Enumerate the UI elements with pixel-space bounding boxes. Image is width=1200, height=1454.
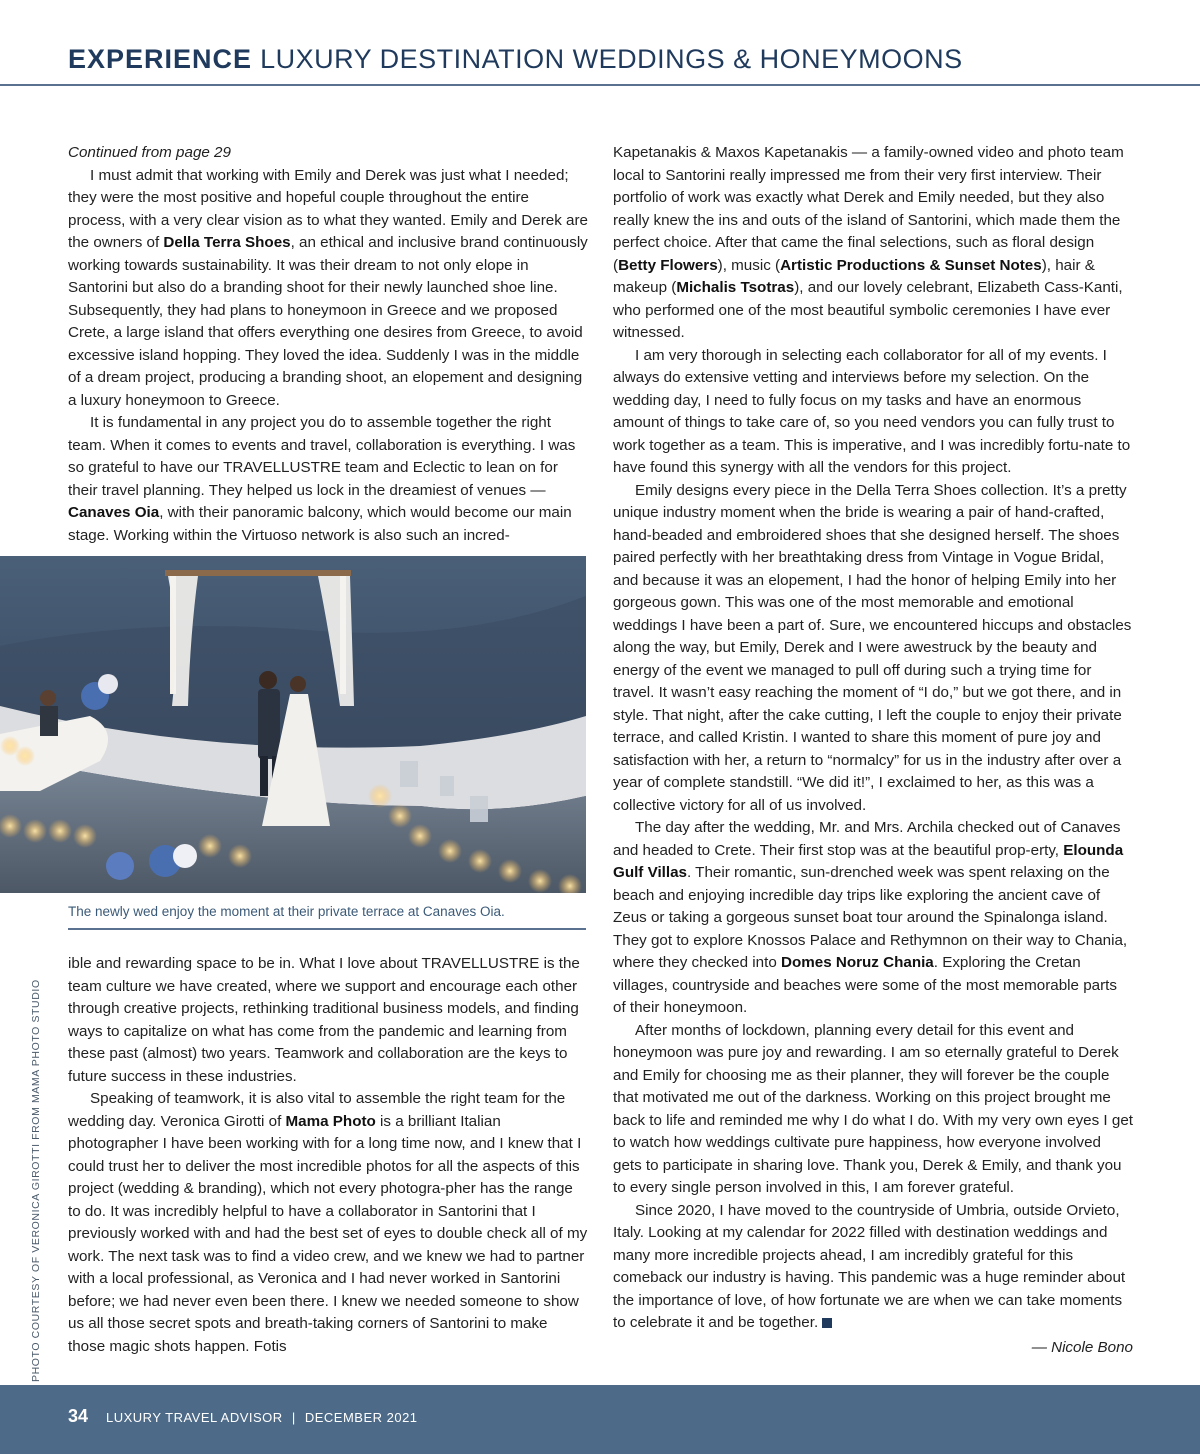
paragraph: After months of lockdown, planning every detail for this event and honeymoon was pure joy and rewarding. I am so eternally grateful to Derek and Emily for choosing me as their planner, they will forever be the couple that motivated me out of the darkness. Working on this project brought me back to life and reminded me why I do what I do. With my very own eyes I get to watch how weddings cultivate pure happiness, how everyone involved gets to participate in sharing love. Thank you, Derek & Emily, and thank you to every single person involved in this, I am forever grateful.	[613, 1021, 1133, 1196]
text-run: Kapetanakis & Maxos Kapetanakis — a family-owned video and photo team local to Santorini really impressed me from their very first interview. Their portfolio of work was exactly what Derek and Emily needed, but they also really knew the ins and outs of the island of Santorini, which made them the perfect choice. After that came the final selections, such as floral design (	[613, 144, 1124, 274]
continued-note: Continued from page 29	[68, 144, 231, 161]
bold-name: Mama Photo	[285, 1112, 376, 1130]
bold-name: Artistic Productions & Sunset Notes	[780, 256, 1042, 274]
photo-caption: The newly wed enjoy the moment at their private terrace at Canaves Oia.	[68, 904, 505, 919]
text-run: It is fundamental in any project you do to assemble together the right team. When it comes to events and travel, collaboration is everything. I was so grateful to have our TRAVELLUSTRE team and Eclectic to lean on for their travel planning. They helped us lock in the dreamiest of venues —	[68, 414, 576, 499]
paragraph: Emily designs every piece in the Della Terra Shoes collection. It’s a pretty unique industry moment when the bride is wearing a pair of hand-crafted, hand-beaded and embroidered shoes that she designed herself. The shoes paired perfectly with her breathtaking dress from Vintage in Vogue Bridal, and because it was an elopement, I had the honor of helping Emily into her gorgeous gown. This was one of the most memorable and emotional weddings I have been a part of. Sure, we encountered hiccups and obstacles along the way, but Emily, Derek and I were awestruck by the beauty and energy of the event we managed to pull off during such a trying time for travel. It wasn’t easy reaching the moment of “I do,” but we got there, and in style. That night, after the cake cutting, I left the couple to enjoy their private terrace, and called Kristin. I wanted to share this moment of pure joy and satisfaction with her, a return to “normalcy” for us in the industry after over a year of complete standstill. “We did it!”, I exclaimed to her, as this was a collective victory for all of us involved.	[613, 481, 1132, 814]
paragraph: ible and rewarding space to be in. What I love about TRAVELLUSTRE is the team culture we have created, where we support and encourage each other through creative projects, rethinking traditional business models, and finding ways to capitalize on what has come from the pandemic and learning from these past (almost) two years. Teamwork and collaboration are the keys to future success in these industries.	[68, 955, 580, 1085]
paragraph	[613, 817, 1133, 1020]
paragraph	[68, 1088, 588, 1358]
text-run: Since 2020, I have moved to the countryside of Umbria, outside Orvieto, Italy. Looking at my calendar for 2022 filled with destination weddings and many more incredible projects ahead, I am incredibly grateful for this comeback our industry is having. This pandemic was a huge reminder about the importance of love, of how fortunate we are when we can take moments to celebrate it and be together.	[613, 1201, 1126, 1331]
publication-name: LUXURY TRAVEL ADVISOR	[106, 1410, 283, 1425]
author-signature: — Nicole Bono	[1031, 1338, 1133, 1356]
section-title-bold: EXPERIENCE	[68, 44, 253, 74]
footer-separator: |	[291, 1410, 296, 1425]
paragraph	[68, 165, 588, 413]
bold-name: Betty Flowers	[618, 256, 718, 274]
paragraph	[68, 412, 588, 547]
text-run: . Their romantic, sun-drenched week was spent relaxing on the beach and enjoying incredible day trips like exploring the ancient cave of Zeus or taking a gorgeous sunset boat tour around the Spinalonga island. They got to explore Knossos Palace and Rethymnon on their way to Chania, where they checked into	[613, 864, 1128, 971]
paragraph	[613, 142, 1133, 345]
text-run: ), hair & makeup (	[613, 256, 1095, 296]
text-run: , with their panoramic balcony, which would become our main stage. Working within the Virtuoso network is also such an incred-	[68, 504, 572, 544]
text-run: is a brilliant Italian photographer I have been working with for a long time now, and I knew that I could trust her to deliver the most incredible photos for all the aspects of this project (wedding & branding), which not every photogra-pher has the range to do. It was incredibly helpful to have a collaborator in Santorini that I previously worked with and had the best set of eyes to double check all of my work. The next task was to find a video crew, and we knew we had to partner with a local professional, as Veronica and I had never worked in Santorini before; we had never even been there. I knew we needed someone to show us all those secret spots and breath-taking corners of Santorini to make those magic shots happen. Fotis	[68, 1112, 588, 1355]
text-run: , an ethical and inclusive brand continuously working towards sustainability. It was their dream to not only elope in Santorini but also do a branding shoot for their newly launched shoe line. Subsequently, they had plans to honeymoon in Greece and we proposed Crete, a large island that offers everything one desires from Greece, to avoid excessive island hopping. They loved the idea. Suddenly I was in the middle of a dream project, producing a branding shoot, an elopement and designing a luxury honeymoon to Greece.	[68, 234, 588, 409]
column-left-bottom	[68, 953, 588, 1358]
bold-name: Domes Noruz Chania	[781, 954, 934, 971]
end-mark-icon	[822, 1318, 832, 1328]
text-run: The day after the wedding, Mr. and Mrs. Archila checked out of Canaves and headed to Crete. Their first stop was at the beautiful prop-erty,	[613, 819, 1121, 859]
text-run: Speaking of teamwork, it is also vital to assemble the right team for the wedding day. Veronica Girotti of	[68, 1090, 566, 1130]
section-title-rest: LUXURY DESTINATION WEDDINGS & HONEYMOONS	[260, 44, 963, 74]
wedding-photo	[0, 556, 586, 893]
publication-info	[106, 1410, 418, 1425]
bold-name: Elounda Gulf Villas	[613, 841, 1124, 881]
text-run: ), and our lovely celebrant, Elizabeth Cass-Kanti, who performed one of the most beautiful symbolic ceremonies I have ever witnessed.	[613, 279, 1123, 341]
section-title	[68, 44, 963, 75]
bold-name: Canaves Oia	[68, 504, 160, 521]
text-run: ), music (	[717, 256, 781, 274]
publication-date: DECEMBER 2021	[304, 1410, 418, 1425]
bold-name: Michalis Tsotras	[676, 279, 795, 296]
text-run: . Exploring the Cretan villages, countryside and beaches were some of the most memorable parts of their honeymoon.	[613, 954, 1117, 1016]
wedding-photo-illustration	[0, 556, 586, 893]
page-number: 34	[68, 1406, 89, 1426]
text-run: I must admit that working with Emily and Derek was just what I needed; they were the most positive and hopeful couple throughout the entire process, with a very clear vision as to what they wanted. Emily and Derek are the owners of	[68, 166, 588, 251]
page-header	[0, 0, 1200, 86]
paragraph: I am very thorough in selecting each collaborator for all of my events. I always do extensive vetting and interviews before my selection. On the wedding day, I need to fully focus on my tasks and have an enormous amount of things to take care of, so you need vendors you can fully trust to work together as a team. This is imperative, and I was incredibly fortu-nate to have found this synergy with all the vendors for this project.	[613, 346, 1131, 476]
photo-credit: PHOTO COURTESY OF VERONICA GIROTTI FROM MAMA PHOTO STUDIO	[30, 979, 42, 1382]
column-left-top	[68, 142, 588, 547]
paragraph	[613, 1200, 1133, 1335]
caption-divider	[68, 928, 586, 930]
header-divider	[0, 84, 1200, 86]
column-right	[613, 142, 1133, 1359]
bold-name: Della Terra Shoes	[163, 234, 291, 251]
